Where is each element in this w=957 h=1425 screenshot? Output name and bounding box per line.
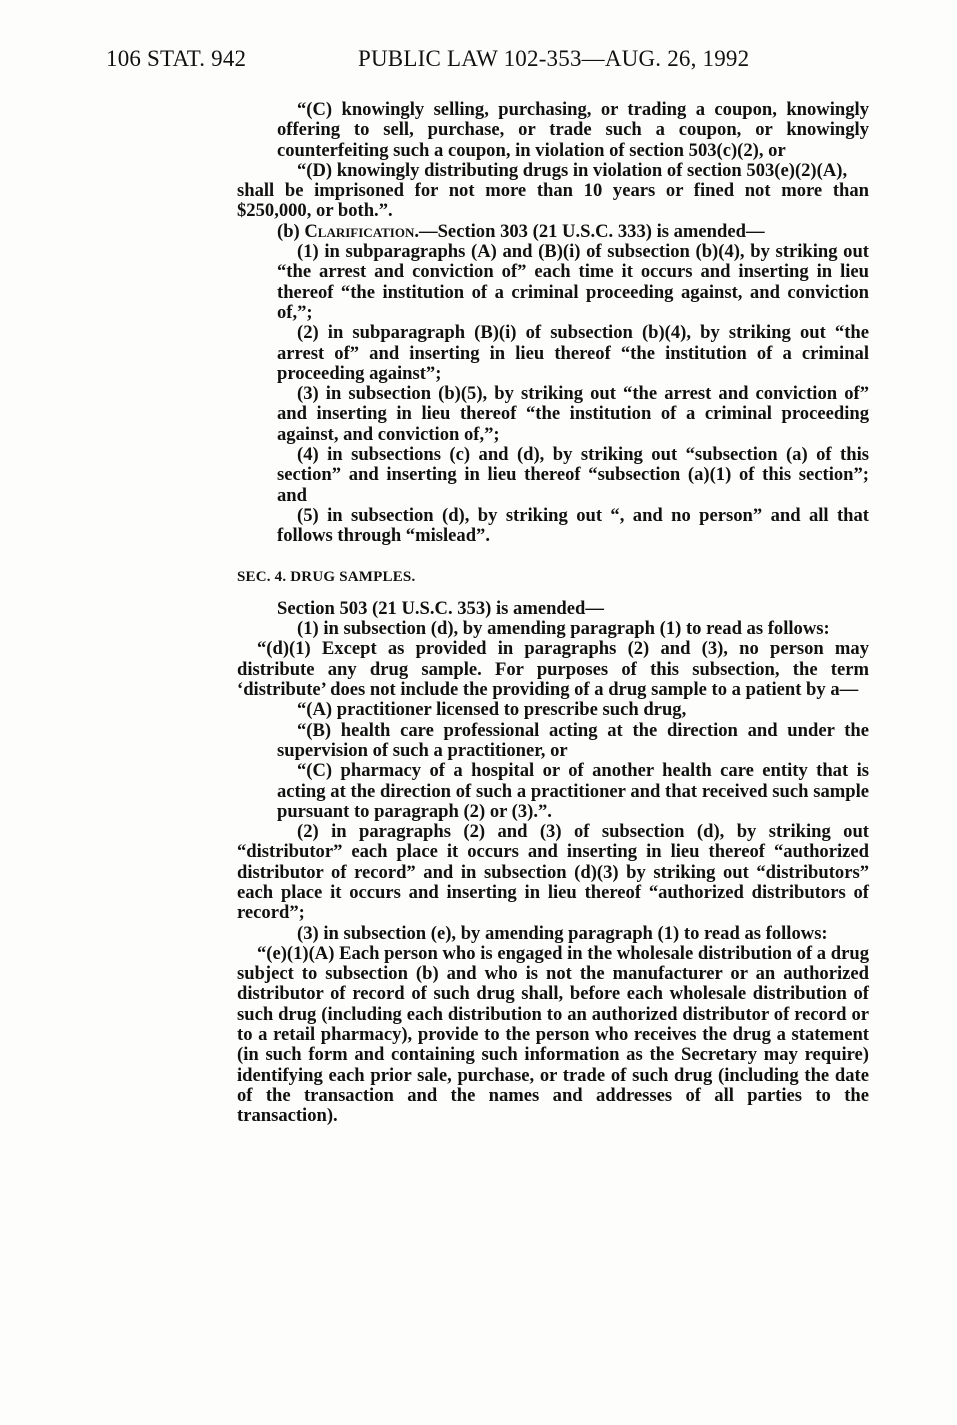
quoted-paragraph-d1: “(d)(1) Except as provided in paragraphs (2) and (3), no person may distribute any drug sample. For purposes of this subsection, the term ‘distribute’ does not include the providing of a drug sample to a patient by a— <box>237 638 869 701</box>
quoted-paragraph-e1a: “(e)(1)(A) Each person who is engaged in the wholesale distribution of a drug subject to subsection (b) and who is not the manufacturer or an authorized distributor of record of such drug shall, before each wholesale distribution of such drug (including each distribution to an authorized distributor of record or to a retail pharmacy), provide to the person who receives the drug a statement (in such form and containing such information as the Secretary may require) identifying each prior sale, purchase, or trade of such drug (including the date of the transaction and the names and addresses of all parties to the transaction). <box>237 942 869 1127</box>
amendment-item-2: (2) in subparagraph (B)(i) of subsection (b)(4), by striking out “the arrest of” and inserting in lieu thereof “the institution of a criminal proceeding against”; <box>277 322 869 384</box>
quoted-item-c: “(C) pharmacy of a hospital or of another health care entity that is acting at the direction of such a practitioner and that received such sample pursuant to paragraph (2) or (3).”. <box>277 760 869 822</box>
drug-samples-item-3: (3) in subsection (e), by amending paragraph (1) to read as follows: <box>297 922 828 944</box>
subsection-text: —Section 303 (21 U.S.C. 333) is amended— <box>419 220 765 242</box>
subsection-b-clarification <box>237 222 869 242</box>
drug-samples-item-2: (2) in paragraphs (2) and (3) of subsection (d), by striking out “distributor” each place it occurs and inserting in lieu thereof “authorized distributor of record” and in subsection (d)(3) by striking out “distributors” each place it occurs and inserting in lieu thereof “authorized distributors of record”; <box>237 821 869 924</box>
amendment-item-1: (1) in subparagraphs (A) and (B)(i) of subsection (b)(4), by striking out “the arrest and conviction of” each time it occurs and inserting in lieu thereof “the institution of a criminal proceeding against, and conviction of,”; <box>277 241 869 323</box>
paragraph-c: “(C) knowingly selling, purchasing, or trading a coupon, knowingly offering to sell, purchase, or trade such a coupon, or knowingly counterfeiting such a coupon, in violation of section 503(c)(2), or <box>277 99 869 161</box>
document-body <box>237 100 869 1127</box>
law-title-date: PUBLIC LAW 102-353—AUG. 26, 1992 <box>358 46 750 71</box>
subsection-label: (b) <box>277 220 305 242</box>
quoted-item-a: “(A) practitioner licensed to prescribe such drug, <box>297 699 687 721</box>
amendment-item-4: (4) in subsections (c) and (d), by striking out “subsection (a) of this section” and inserting in lieu thereof “subsection (a)(1) of this section”; and <box>277 444 869 506</box>
amendment-item-3: (3) in subsection (b)(5), by striking out “the arrest and conviction of” and inserting in lieu thereof “the institution of a criminal proceeding against, and conviction of,”; <box>277 383 869 445</box>
paragraph-d: “(D) knowingly distributing drugs in violation of section 503(e)(2)(A), <box>297 159 848 181</box>
quoted-item-b: “(B) health care professional acting at the direction and under the supervision of such a practitioner, or <box>277 719 869 761</box>
drug-samples-item-1: (1) in subsection (d), by amending paragraph (1) to read as follows: <box>297 618 830 640</box>
statute-page-number: 106 STAT. 942 <box>106 46 247 71</box>
section-heading: SEC. 4. DRUG SAMPLES. <box>237 568 416 585</box>
penalty-clause: shall be imprisoned for not more than 10 years or fined not more than $250,000, or both.”. <box>237 180 869 222</box>
subsection-heading: Clarification. <box>304 220 419 242</box>
section-intro: Section 503 (21 U.S.C. 353) is amended— <box>277 597 604 619</box>
amendment-item-5: (5) in subsection (d), by striking out “, and no person” and all that follows through “mislead”. <box>277 504 869 547</box>
